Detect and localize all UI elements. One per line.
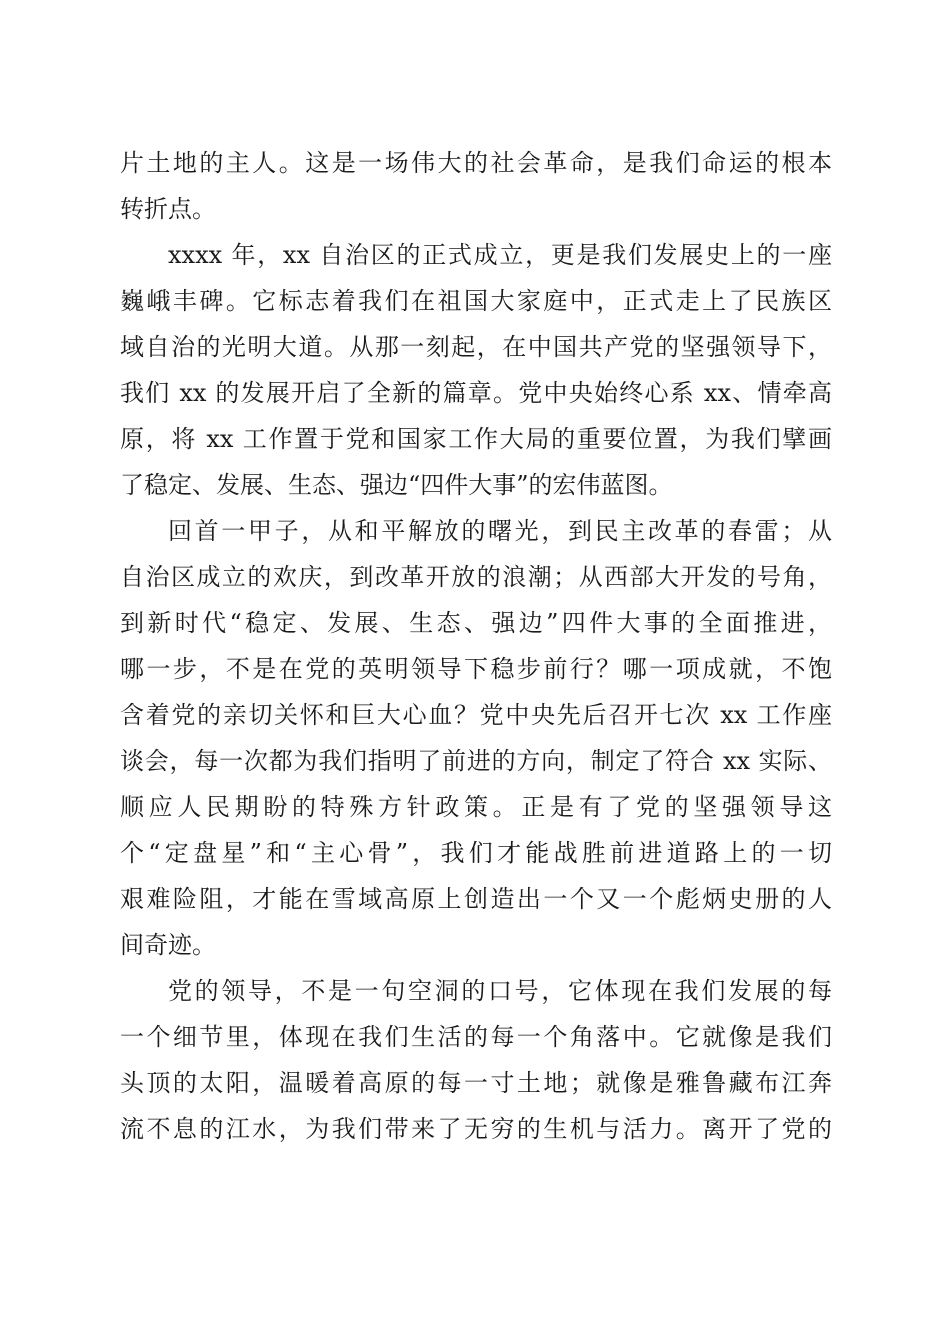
text-line: 转折点。 xyxy=(120,195,216,223)
text-line: 片土地的主人。这是一场伟大的社会革命，是我们命运的根本 xyxy=(120,149,832,177)
text-line: 头顶的太阳，温暖着高原的每一寸土地；就像是雅鲁藏布江奔 xyxy=(120,1069,832,1097)
text-line: 谈会，每一次都为我们指明了前进的方向，制定了符合 xx 实际、 xyxy=(120,747,832,775)
text-line: 党的领导，不是一句空洞的口号，它体现在我们发展的每 xyxy=(168,977,832,1005)
text-line: 艰难险阻，才能在雪域高原上创造出一个又一个彪炳史册的人 xyxy=(120,885,832,913)
text-line: 回首一甲子，从和平解放的曙光，到民主改革的春雷；从 xyxy=(168,517,832,545)
text-line: 到新时代“稳定、发展、生态、强边”四件大事的全面推进， xyxy=(120,609,832,637)
body-text xyxy=(120,140,832,1152)
text-line: 原，将 xx 工作置于党和国家工作大局的重要位置，为我们擘画 xyxy=(120,425,832,453)
text-line: 流不息的江水，为我们带来了无穷的生机与活力。离开了党的 xyxy=(120,1115,832,1143)
text-line: 含着党的亲切关怀和巨大心血？党中央先后召开七次 xx 工作座 xyxy=(120,701,832,729)
text-line: 间奇迹。 xyxy=(120,931,216,959)
text-line: 我们 xx 的发展开启了全新的篇章。党中央始终心系 xx、情牵高 xyxy=(120,379,832,407)
text-line: xxxx 年，xx 自治区的正式成立，更是我们发展史上的一座 xyxy=(168,241,832,269)
text-line: 自治区成立的欢庆，到改革开放的浪潮；从西部大开发的号角， xyxy=(120,563,832,591)
text-line: 个“定盘星”和“主心骨”，我们才能战胜前进道路上的一切 xyxy=(120,839,832,867)
text-line: 巍峨丰碑。它标志着我们在祖国大家庭中，正式走上了民族区 xyxy=(120,287,832,315)
text-line: 哪一步，不是在党的英明领导下稳步前行？哪一项成就，不饱 xyxy=(120,655,832,683)
text-line: 了稳定、发展、生态、强边“四件大事”的宏伟蓝图。 xyxy=(120,471,673,499)
text-line: 域自治的光明大道。从那一刻起，在中国共产党的坚强领导下， xyxy=(120,333,832,361)
text-line: 一个细节里，体现在我们生活的每一个角落中。它就像是我们 xyxy=(120,1023,832,1051)
text-line: 顺应人民期盼的特殊方针政策。正是有了党的坚强领导这 xyxy=(120,793,832,821)
